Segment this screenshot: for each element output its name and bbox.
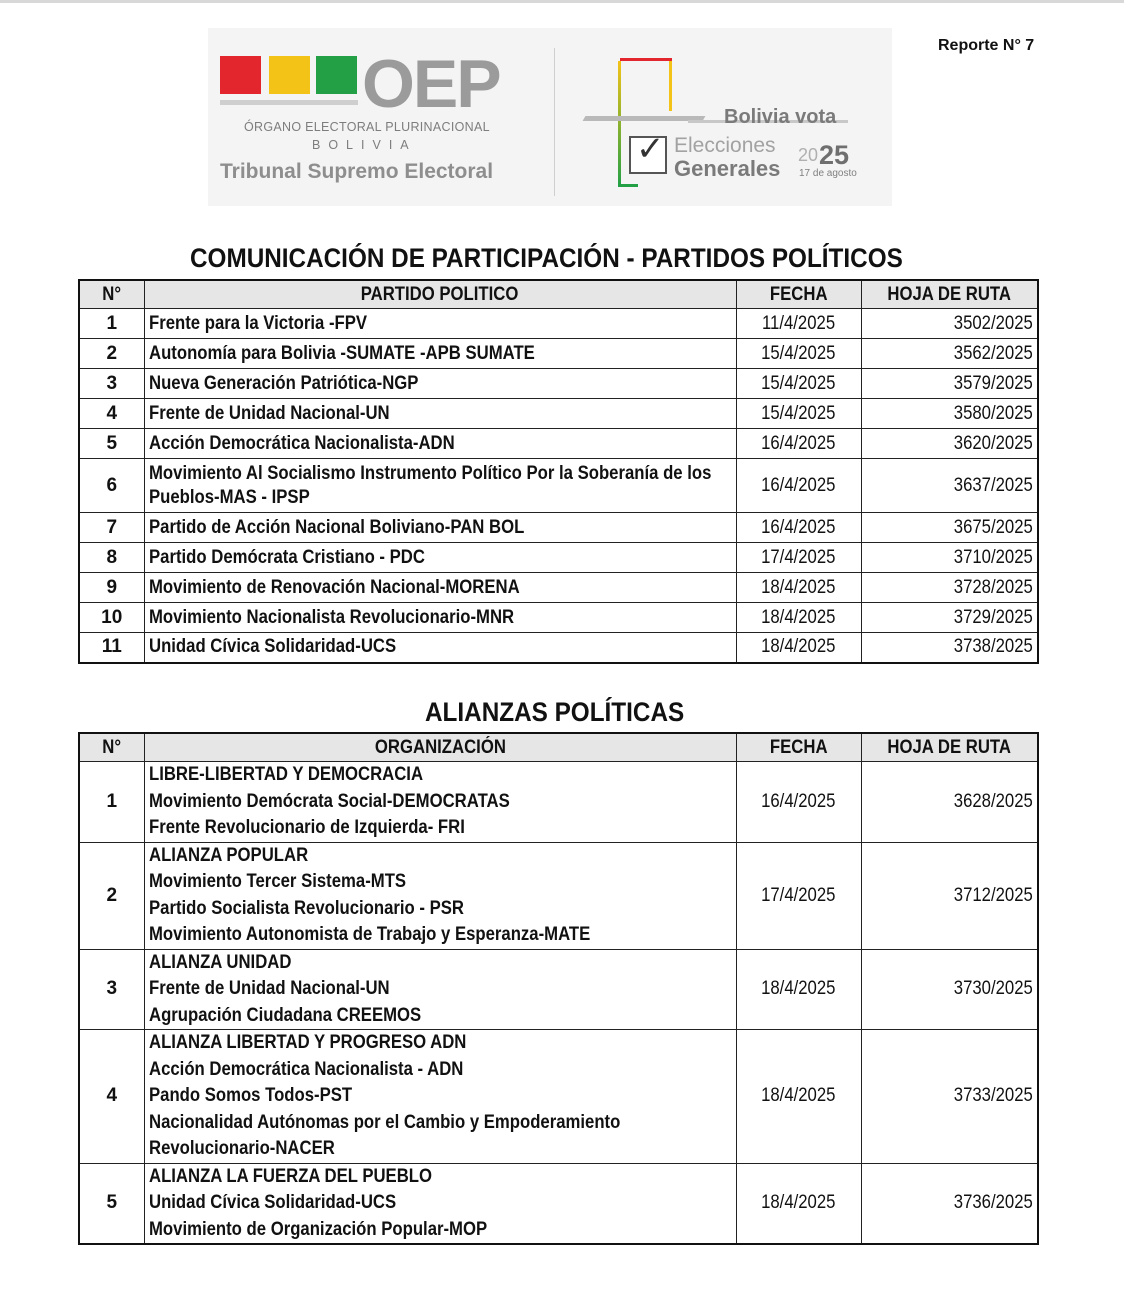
date-cell: 18/4/2025 xyxy=(736,1030,861,1164)
oep-logo xyxy=(220,46,530,196)
name-line: Movimiento Nacionalista Revolucionario-MNR xyxy=(148,606,514,628)
party-row xyxy=(79,543,1038,573)
row-number: 2 xyxy=(79,339,144,369)
name-line: Frente de Unidad Nacional-UN xyxy=(148,402,390,424)
logo-underline xyxy=(220,100,358,105)
logo-divider xyxy=(554,48,555,196)
date-cell: 18/4/2025 xyxy=(736,949,861,1030)
header-num: N° xyxy=(79,733,144,762)
name-line: Movimiento Autonomista de Trabajo y Esperanza-MATE xyxy=(148,924,590,945)
organization-name xyxy=(144,1030,736,1164)
route-cell: 3730/2025 xyxy=(861,949,1038,1030)
party-row xyxy=(79,309,1038,339)
report-number: Reporte N° 7 xyxy=(938,37,1035,54)
row-number: 3 xyxy=(79,949,144,1030)
row-number: 4 xyxy=(79,1030,144,1164)
name-line: Movimiento Tercer Sistema-MTS xyxy=(148,871,406,892)
name-line: ALIANZA LIBERTAD Y PROGRESO ADN xyxy=(148,1032,466,1053)
organization-name xyxy=(144,603,736,633)
party-row xyxy=(79,369,1038,399)
row-number: 8 xyxy=(79,543,144,573)
name-line: Frente Revolucionario de Izquierda- FRI xyxy=(148,817,465,838)
row-number: 9 xyxy=(79,573,144,603)
name-line: ALIANZA LA FUERZA DEL PUEBLO xyxy=(148,1165,432,1187)
organization-name xyxy=(144,842,736,949)
organo-electoral-text: ÓRGANO ELECTORAL PLURINACIONAL xyxy=(244,120,490,134)
row-number: 6 xyxy=(79,459,144,513)
date-cell: 11/4/2025 xyxy=(736,309,861,339)
name-line: Partido de Acción Nacional Boliviano-PAN BOL xyxy=(148,516,524,538)
header-route: HOJA DE RUTA xyxy=(861,280,1038,309)
name-line: Acción Democrática Nacionalista - ADN xyxy=(148,1058,463,1080)
party-row xyxy=(79,513,1038,543)
alliance-row xyxy=(79,842,1038,949)
route-cell: 3637/2025 xyxy=(861,459,1038,513)
alliances-title: ALIANZAS POLÍTICAS xyxy=(425,697,685,727)
name-line: Nueva Generación Patriótica-NGP xyxy=(148,372,418,394)
date-cell: 18/4/2025 xyxy=(736,603,861,633)
name-line: Movimiento de Organización Popular-MOP xyxy=(148,1218,487,1240)
name-line: Unidad Cívica Solidaridad-UCS xyxy=(148,1192,396,1213)
date-cell: 15/4/2025 xyxy=(736,369,861,399)
name-line: Agrupación Ciudadana CREEMOS xyxy=(148,1004,421,1026)
election-date: 17 de agosto xyxy=(799,168,857,179)
date-cell: 17/4/2025 xyxy=(736,543,861,573)
parties-header-row xyxy=(79,280,1038,309)
elecciones-text: Elecciones xyxy=(674,134,776,157)
name-line: Revolucionario-NACER xyxy=(148,1138,335,1159)
row-number: 5 xyxy=(79,1163,144,1244)
name-line: Partido Socialista Revolucionario - PSR xyxy=(148,897,464,919)
party-row xyxy=(79,603,1038,633)
name-line: Nacionalidad Autónomas por el Cambio y Empoderamiento xyxy=(148,1111,620,1133)
name-line: Autonomía para Bolivia -SUMATE -APB SUMATE xyxy=(148,342,535,364)
organization-name xyxy=(144,762,736,843)
route-cell: 3736/2025 xyxy=(861,1163,1038,1244)
route-cell: 3675/2025 xyxy=(861,513,1038,543)
party-row xyxy=(79,339,1038,369)
route-cell: 3562/2025 xyxy=(861,339,1038,369)
party-row xyxy=(79,573,1038,603)
bolivia-vota-slogan: Bolivia vota xyxy=(724,106,837,128)
organization-name xyxy=(144,949,736,1030)
route-cell: 3738/2025 xyxy=(861,633,1038,663)
name-line: ALIANZA POPULAR xyxy=(148,844,308,866)
header-organization: ORGANIZACIÓN xyxy=(144,733,736,762)
alliance-row xyxy=(79,949,1038,1030)
route-cell: 3502/2025 xyxy=(861,309,1038,339)
oep-acronym: OEP xyxy=(362,46,500,122)
tribunal-text: Tribunal Supremo Electoral xyxy=(220,160,494,183)
elecciones-logo xyxy=(584,56,884,196)
date-cell: 18/4/2025 xyxy=(736,633,861,663)
year-prefix: 20 xyxy=(798,145,819,165)
red-square xyxy=(220,56,261,94)
name-line: Frente para la Victoria -FPV xyxy=(148,312,367,334)
organization-name xyxy=(144,633,736,663)
bolivia-text: BOLIVIA xyxy=(312,138,417,152)
row-number: 7 xyxy=(79,513,144,543)
route-cell: 3620/2025 xyxy=(861,429,1038,459)
date-cell: 16/4/2025 xyxy=(736,459,861,513)
route-cell: 3579/2025 xyxy=(861,369,1038,399)
alliance-row xyxy=(79,762,1038,843)
name-line: Pueblos-MAS - IPSP xyxy=(148,486,310,508)
row-number: 4 xyxy=(79,399,144,429)
date-cell: 16/4/2025 xyxy=(736,429,861,459)
parties-table xyxy=(78,279,1039,664)
slant-bar xyxy=(583,116,706,121)
header-date: FECHA xyxy=(736,733,861,762)
route-cell: 3733/2025 xyxy=(861,1030,1038,1164)
name-line: Movimiento Al Socialismo Instrumento Político Por la Soberanía de los xyxy=(148,462,711,484)
name-line: Unidad Cívica Solidaridad-UCS xyxy=(148,636,396,658)
date-cell: 18/4/2025 xyxy=(736,1163,861,1244)
header-party: PARTIDO POLITICO xyxy=(144,280,736,309)
route-cell: 3712/2025 xyxy=(861,842,1038,949)
organization-name xyxy=(144,543,736,573)
date-cell: 18/4/2025 xyxy=(736,573,861,603)
header-date: FECHA xyxy=(736,280,861,309)
organization-name xyxy=(144,429,736,459)
generales-text: Generales xyxy=(674,156,781,181)
alliances-header-row xyxy=(79,733,1038,762)
ballot-checkbox-icon: ✓ xyxy=(629,136,667,174)
name-line: Partido Demócrata Cristiano - PDC xyxy=(148,546,425,568)
alliances-table xyxy=(78,732,1039,1245)
organization-name xyxy=(144,309,736,339)
header-num: N° xyxy=(79,280,144,309)
organization-name xyxy=(144,399,736,429)
date-cell: 15/4/2025 xyxy=(736,399,861,429)
name-line: Movimiento de Renovación Nacional-MORENA xyxy=(148,576,520,598)
date-cell: 16/4/2025 xyxy=(736,762,861,843)
row-number: 5 xyxy=(79,429,144,459)
party-row xyxy=(79,459,1038,513)
date-cell: 15/4/2025 xyxy=(736,339,861,369)
row-number: 1 xyxy=(79,762,144,843)
row-number: 10 xyxy=(79,603,144,633)
row-number: 3 xyxy=(79,369,144,399)
name-line: Frente de Unidad Nacional-UN xyxy=(148,978,390,999)
organization-name xyxy=(144,573,736,603)
organization-name xyxy=(144,513,736,543)
row-number: 2 xyxy=(79,842,144,949)
alliance-row xyxy=(79,1030,1038,1164)
name-line: ALIANZA UNIDAD xyxy=(148,951,291,973)
green-square xyxy=(316,56,357,94)
header-route: HOJA DE RUTA xyxy=(861,733,1038,762)
organization-name xyxy=(144,1163,736,1244)
party-row xyxy=(79,633,1038,663)
organization-name xyxy=(144,339,736,369)
alliance-row xyxy=(79,1163,1038,1244)
route-cell: 3710/2025 xyxy=(861,543,1038,573)
route-cell: 3628/2025 xyxy=(861,762,1038,843)
name-line: Acción Democrática Nacionalista-ADN xyxy=(148,432,455,454)
route-cell: 3580/2025 xyxy=(861,399,1038,429)
yellow-square xyxy=(269,56,310,94)
organization-name xyxy=(144,369,736,399)
year-suffix: 25 xyxy=(819,140,850,170)
row-number: 1 xyxy=(79,309,144,339)
route-cell: 3729/2025 xyxy=(861,603,1038,633)
party-row xyxy=(79,399,1038,429)
name-line: Movimiento Demócrata Social-DEMOCRATAS xyxy=(148,790,510,812)
row-number: 11 xyxy=(79,633,144,663)
name-line: Pando Somos Todos-PST xyxy=(148,1085,352,1106)
top-rule xyxy=(0,0,1124,3)
date-cell: 17/4/2025 xyxy=(736,842,861,949)
route-cell: 3728/2025 xyxy=(861,573,1038,603)
date-cell: 16/4/2025 xyxy=(736,513,861,543)
name-line: LIBRE-LIBERTAD Y DEMOCRACIA xyxy=(148,764,423,785)
organization-name xyxy=(144,459,736,513)
parties-title: COMUNICACIÓN DE PARTICIPACIÓN - PARTIDOS POLÍTICOS xyxy=(190,243,903,273)
party-row xyxy=(79,429,1038,459)
